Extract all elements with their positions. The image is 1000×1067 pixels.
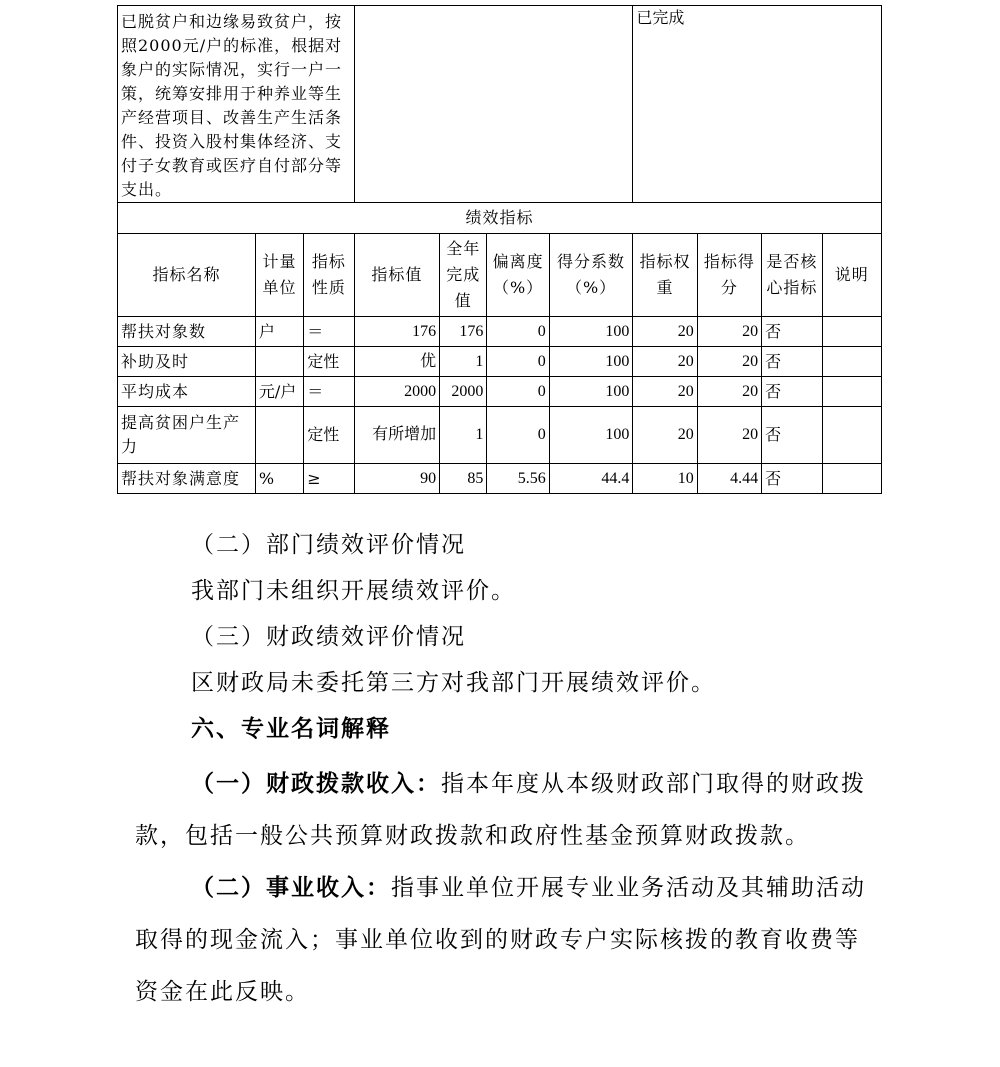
core-cell: 否 xyxy=(762,317,822,347)
coef-cell: 100 xyxy=(549,377,633,407)
unit-cell: % xyxy=(255,464,303,494)
indicator-name: 帮扶对象满意度 xyxy=(118,464,256,494)
score-cell: 20 xyxy=(697,317,761,347)
weight-cell: 20 xyxy=(633,317,697,347)
header-cell: 得分系数（%） xyxy=(549,234,633,317)
deviation-cell: 0 xyxy=(487,377,549,407)
nature-cell: ≥ xyxy=(304,464,354,494)
header-cell: 指标值 xyxy=(354,234,440,317)
deviation-cell: 0 xyxy=(487,317,549,347)
nature-cell: ＝ xyxy=(304,377,354,407)
actual-cell: 1 xyxy=(440,407,487,464)
header-cell: 说明 xyxy=(822,234,881,317)
target-cell: 有所增加 xyxy=(354,407,440,464)
description-row xyxy=(118,6,882,203)
note-cell xyxy=(822,407,881,464)
score-cell: 20 xyxy=(697,377,761,407)
indicator-name: 提高贫困户生产力 xyxy=(118,407,256,464)
indicator-name: 补助及时 xyxy=(118,347,256,377)
header-cell: 指标名称 xyxy=(118,234,256,317)
table-row xyxy=(118,407,882,464)
section-title: 绩效指标 xyxy=(118,203,882,234)
term1-label: （一）财政拨款收入： xyxy=(191,770,441,797)
core-cell: 否 xyxy=(762,464,822,494)
header-cell: 是否核心指标 xyxy=(762,234,822,317)
core-cell: 否 xyxy=(762,377,822,407)
term1-text: 指本年度从本级财政部门取得的财政拨款，包括一般公共预算财政拨款和政府性基金预算财政拨款。 xyxy=(135,771,866,849)
actual-cell: 2000 xyxy=(440,377,487,407)
header-cell: 指标得分 xyxy=(697,234,761,317)
term2-paragraph xyxy=(135,862,875,1018)
performance-table xyxy=(117,5,882,494)
target-cell: 2000 xyxy=(354,377,440,407)
dept-eval-title: （二）部门绩效评价情况 xyxy=(191,532,466,558)
unit-cell: 户 xyxy=(255,317,303,347)
coef-cell: 100 xyxy=(549,317,633,347)
term2-text: 指事业单位开展专业业务活动及其辅助活动取得的现金流入；事业单位收到的财政专户实际核拨的教育收费等资金在此反映。 xyxy=(135,875,866,1005)
weight-cell: 20 xyxy=(633,347,697,377)
header-cell: 计量单位 xyxy=(255,234,303,317)
weight-cell: 20 xyxy=(633,407,697,464)
nature-cell: 定性 xyxy=(304,347,354,377)
core-cell: 否 xyxy=(762,347,822,377)
score-cell: 4.44 xyxy=(697,464,761,494)
core-cell: 否 xyxy=(762,407,822,464)
unit-cell xyxy=(255,347,303,377)
actual-cell: 176 xyxy=(440,317,487,347)
target-cell: 176 xyxy=(354,317,440,347)
header-cell: 全年完成值 xyxy=(440,234,487,317)
term2-label: （二）事业收入： xyxy=(191,874,391,901)
score-cell: 20 xyxy=(697,407,761,464)
deviation-cell: 5.56 xyxy=(487,464,549,494)
unit-cell: 元/户 xyxy=(255,377,303,407)
deviation-cell: 0 xyxy=(487,407,549,464)
weight-cell: 10 xyxy=(633,464,697,494)
target-cell: 优 xyxy=(354,347,440,377)
indicator-name: 帮扶对象数 xyxy=(118,317,256,347)
table-row xyxy=(118,317,882,347)
actual-cell: 85 xyxy=(440,464,487,494)
section-title-row xyxy=(118,203,882,234)
coef-cell: 100 xyxy=(549,407,633,464)
term1-paragraph xyxy=(135,758,875,862)
score-cell: 20 xyxy=(697,347,761,377)
dept-eval-text: 我部门未组织开展绩效评价。 xyxy=(191,578,516,604)
coef-cell: 100 xyxy=(549,347,633,377)
note-cell xyxy=(822,377,881,407)
note-cell xyxy=(822,317,881,347)
indicator-name: 平均成本 xyxy=(118,377,256,407)
target-cell: 90 xyxy=(354,464,440,494)
header-cell: 指标性质 xyxy=(304,234,354,317)
deviation-cell: 0 xyxy=(487,347,549,377)
actual-cell: 1 xyxy=(440,347,487,377)
coef-cell: 44.4 xyxy=(549,464,633,494)
glossary-title: 六、专业名词解释 xyxy=(191,715,391,742)
nature-cell: 定性 xyxy=(304,407,354,464)
header-row xyxy=(118,234,882,317)
note-cell xyxy=(822,347,881,377)
header-cell: 指标权重 xyxy=(633,234,697,317)
status-cell: 已完成 xyxy=(633,6,882,203)
empty-cell xyxy=(354,6,633,203)
fin-eval-title: （三）财政绩效评价情况 xyxy=(191,624,466,650)
note-cell xyxy=(822,464,881,494)
fin-eval-text: 区财政局未委托第三方对我部门开展绩效评价。 xyxy=(191,670,716,696)
header-cell: 偏离度（%） xyxy=(487,234,549,317)
unit-cell xyxy=(255,407,303,464)
table-row xyxy=(118,377,882,407)
body-text xyxy=(135,528,875,1018)
description-cell xyxy=(118,6,355,203)
table-row xyxy=(118,347,882,377)
nature-cell: ＝ xyxy=(304,317,354,347)
description-text: 已脱贫户和边缘易致贫户，按照2000元/户的标准，根据对象户的实际情况，实行一户一策，统筹安排用于种养业等生产经营项目、改善生产生活条件、投资入股村集体经济、支付子女教育或医疗自付部分等支出。 xyxy=(121,12,343,199)
weight-cell: 20 xyxy=(633,377,697,407)
table-row xyxy=(118,464,882,494)
